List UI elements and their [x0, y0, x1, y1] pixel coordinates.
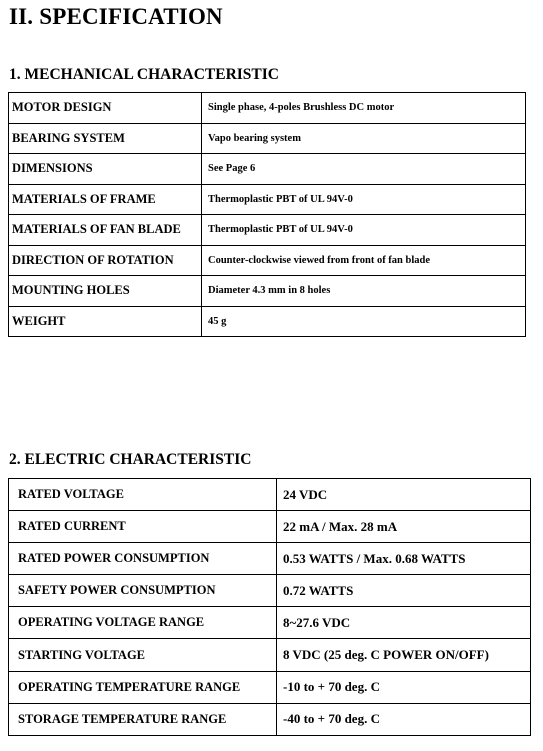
- spec-label: WEIGHT: [9, 306, 202, 337]
- table-row: [9, 93, 526, 124]
- spec-value: Vapo bearing system: [202, 123, 526, 154]
- table-row: [9, 479, 531, 511]
- spec-label: STARTING VOLTAGE: [9, 639, 277, 671]
- spec-label: MATERIALS OF FAN BLADE: [9, 215, 202, 246]
- spec-label: OPERATING VOLTAGE RANGE: [9, 607, 277, 639]
- mechanical-heading: 1. MECHANICAL CHARACTERISTIC: [9, 66, 279, 83]
- spec-value: 0.53 WATTS / Max. 0.68 WATTS: [277, 543, 531, 575]
- spec-label: DIRECTION OF ROTATION: [9, 245, 202, 276]
- table-row: [9, 154, 526, 185]
- spec-label: MOTOR DESIGN: [9, 93, 202, 124]
- spec-label: RATED VOLTAGE: [9, 479, 277, 511]
- spec-value: -10 to + 70 deg. C: [277, 671, 531, 703]
- spec-value: 8~27.6 VDC: [277, 607, 531, 639]
- spec-label: MOUNTING HOLES: [9, 276, 202, 307]
- table-row: [9, 245, 526, 276]
- spec-label: OPERATING TEMPERATURE RANGE: [9, 671, 277, 703]
- table-row: [9, 575, 531, 607]
- spec-value: 0.72 WATTS: [277, 575, 531, 607]
- spec-label: STORAGE TEMPERATURE RANGE: [9, 703, 277, 735]
- table-row: [9, 123, 526, 154]
- spec-value: 22 mA / Max. 28 mA: [277, 511, 531, 543]
- spec-value: 24 VDC: [277, 479, 531, 511]
- electric-table: [8, 478, 531, 736]
- table-row: [9, 607, 531, 639]
- table-row: [9, 543, 531, 575]
- spec-label: DIMENSIONS: [9, 154, 202, 185]
- table-row: [9, 511, 531, 543]
- spec-value: 8 VDC (25 deg. C POWER ON/OFF): [277, 639, 531, 671]
- spec-label: BEARING SYSTEM: [9, 123, 202, 154]
- spec-label: MATERIALS OF FRAME: [9, 184, 202, 215]
- table-row: [9, 639, 531, 671]
- spec-value: Counter-clockwise viewed from front of fan blade: [202, 245, 526, 276]
- table-row: [9, 276, 526, 307]
- table-row: [9, 306, 526, 337]
- page-title: II. SPECIFICATION: [9, 4, 223, 29]
- table-row: [9, 184, 526, 215]
- mechanical-table: [8, 92, 526, 337]
- table-row: [9, 703, 531, 735]
- electric-heading: 2. ELECTRIC CHARACTERISTIC: [9, 451, 252, 468]
- spec-value: 45 g: [202, 306, 526, 337]
- spec-label: SAFETY POWER CONSUMPTION: [9, 575, 277, 607]
- spec-value: See Page 6: [202, 154, 526, 185]
- spec-value: Thermoplastic PBT of UL 94V-0: [202, 215, 526, 246]
- table-row: [9, 215, 526, 246]
- spec-value: Thermoplastic PBT of UL 94V-0: [202, 184, 526, 215]
- table-row: [9, 671, 531, 703]
- spec-label: RATED POWER CONSUMPTION: [9, 543, 277, 575]
- spec-label: RATED CURRENT: [9, 511, 277, 543]
- spec-value: Single phase, 4-poles Brushless DC motor: [202, 93, 526, 124]
- spec-value: Diameter 4.3 mm in 8 holes: [202, 276, 526, 307]
- spec-value: -40 to + 70 deg. C: [277, 703, 531, 735]
